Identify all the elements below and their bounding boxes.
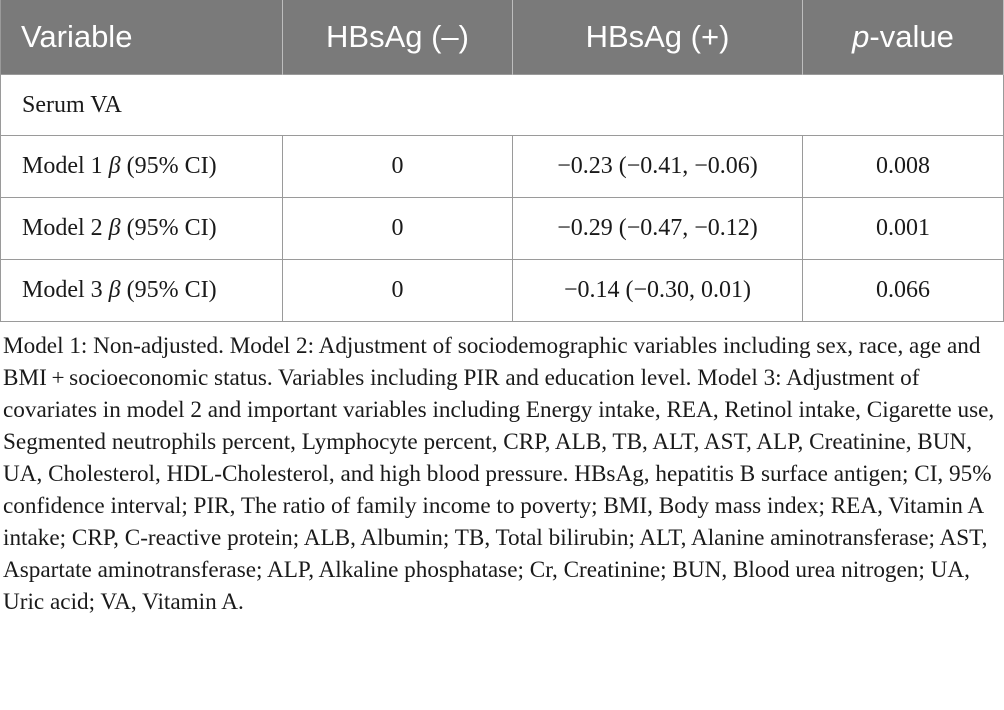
row-label <box>1 136 283 198</box>
header-hbsag-positive: HBsAg (+) <box>513 0 803 75</box>
row-label-prefix: Model 2 <box>22 215 109 241</box>
table-footnote: Model 1: Non-adjusted. Model 2: Adjustment of sociodemographic variables including sex, race, age and BMI + socioeconomic status. Variables including PIR and education level. Model 3: Adjustment of covariates in model 2 and important variables including Energy intake, REA, Retinol intake, Cigarette use, Segmented neutrophils percent, Lymphocyte percent, CRP, ALB, TB, ALT, AST, ALP, Creatinine, BUN, UA, Cholesterol, HDL-Cholesterol, and high blood pressure. HBsAg, hepatitis B surface antigen; CI, 95% confidence interval; PIR, The ratio of family income to poverty; BMI, Body mass index; REA, Vitamin A intake; CRP, C-reactive protein; ALB, Albumin; TB, Total bilirubin; ALT, Alanine aminotransferase; AST, Aspartate aminotransferase; ALP, Alkaline phosphatase; Cr, Creatinine; BUN, Blood urea nitrogen; UA, Uric acid; VA, Vitamin A. <box>3 333 995 615</box>
cell-hbsag-positive: −0.29 (−0.47, −0.12) <box>513 198 803 260</box>
table-row <box>1 260 1004 322</box>
cell-hbsag-negative: 0 <box>283 260 513 322</box>
header-p-suffix: -value <box>869 19 954 54</box>
cell-hbsag-negative: 0 <box>283 136 513 198</box>
row-label-prefix: Model 3 <box>22 277 109 303</box>
header-hbsag-negative: HBsAg (–) <box>283 0 513 75</box>
row-label <box>1 198 283 260</box>
header-variable: Variable <box>1 0 283 75</box>
cell-hbsag-positive: −0.23 (−0.41, −0.06) <box>513 136 803 198</box>
cell-hbsag-negative: 0 <box>283 198 513 260</box>
results-table <box>0 0 1004 322</box>
header-row <box>1 0 1004 75</box>
cell-hbsag-positive: −0.14 (−0.30, 0.01) <box>513 260 803 322</box>
row-label <box>1 260 283 322</box>
row-label-suffix: (95% CI) <box>120 153 217 179</box>
table-header <box>1 0 1004 75</box>
table-body <box>1 75 1004 322</box>
row-label-suffix: (95% CI) <box>120 215 217 241</box>
cell-p-value: 0.001 <box>803 198 1004 260</box>
section-row <box>1 75 1004 136</box>
row-label-beta: β <box>108 153 121 179</box>
cell-p-value: 0.008 <box>803 136 1004 198</box>
results-table-container <box>0 0 1003 322</box>
header-p-value <box>803 0 1004 75</box>
section-label: Serum VA <box>1 75 1004 136</box>
row-label-prefix: Model 1 <box>22 153 109 179</box>
row-label-beta: β <box>108 215 121 241</box>
header-p-italic: p <box>852 19 870 54</box>
table-row <box>1 136 1004 198</box>
row-label-beta: β <box>108 277 121 303</box>
row-label-suffix: (95% CI) <box>120 277 217 303</box>
cell-p-value: 0.066 <box>803 260 1004 322</box>
table-row <box>1 198 1004 260</box>
